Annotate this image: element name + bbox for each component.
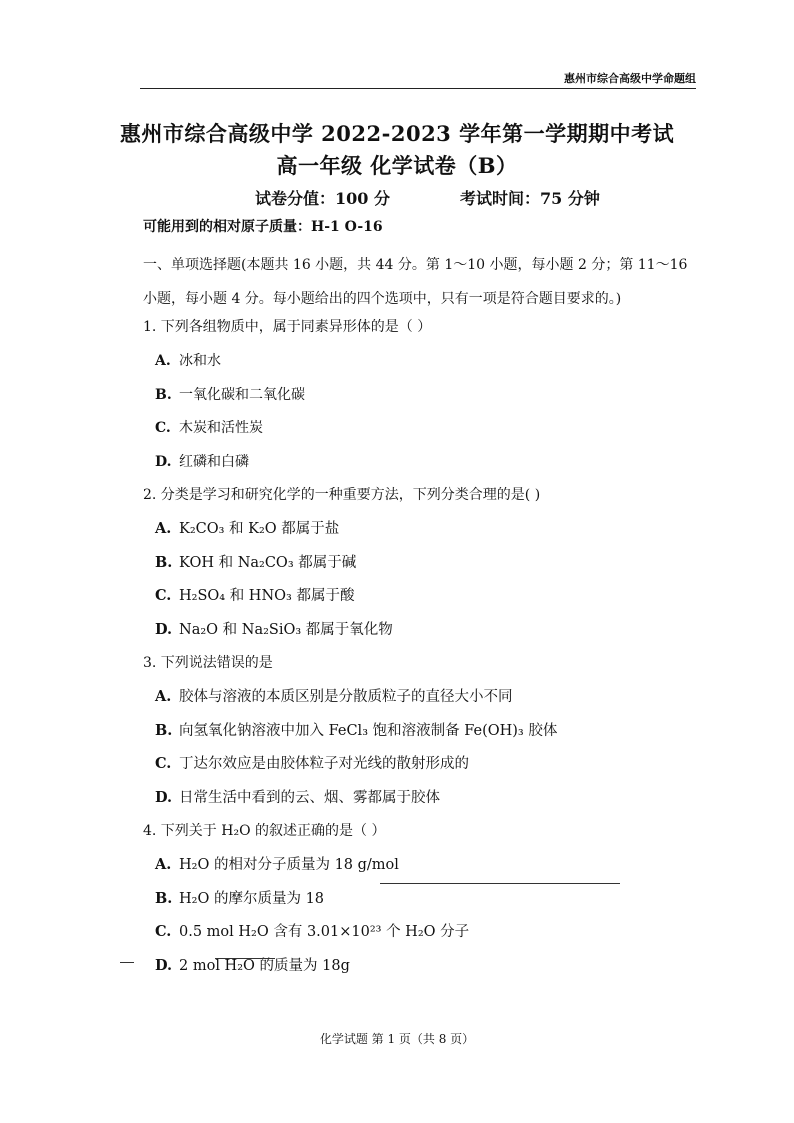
- option-text: 一氧化碳和二氧化碳: [179, 386, 305, 403]
- question-stem: 4. 下列关于 H₂O 的叙述正确的是（ ）: [143, 823, 386, 839]
- scan-artifact-line: [215, 958, 275, 959]
- option-text: H₂SO₄ 和 HNO₃ 都属于酸: [179, 588, 355, 604]
- option-text: KOH 和 Na₂CO₃ 都属于碱: [179, 554, 357, 571]
- question-option: [143, 346, 703, 380]
- option-text: H₂O 的摩尔质量为 18: [179, 890, 325, 907]
- question-option: [143, 749, 703, 783]
- question-option: [143, 413, 703, 447]
- option-letter: A.: [155, 688, 172, 705]
- question-option: [143, 615, 703, 649]
- option-letter: B.: [155, 721, 173, 739]
- question-stem: 2. 分类是学习和研究化学的一种重要方法，下列分类合理的是( ): [143, 487, 541, 503]
- atomic-masses: 可能用到的相对原子质量：H-1 O-16: [143, 219, 383, 235]
- option-letter: D.: [155, 788, 173, 806]
- exam-score: 试卷分值：100 分: [255, 189, 390, 208]
- option-letter: C.: [155, 755, 172, 772]
- exam-time: 考试时间：75 分钟: [460, 189, 600, 208]
- question-stem: 3. 下列说法错误的是: [143, 655, 273, 671]
- exam-title: 惠州市综合高级中学 2022-2023 学年第一学期期中考试: [119, 121, 675, 146]
- option-letter: D.: [155, 956, 173, 974]
- option-letter: A.: [155, 856, 172, 873]
- question-2: [143, 480, 703, 648]
- header-rule: [140, 88, 696, 89]
- option-letter: B.: [155, 889, 173, 907]
- question-option: [143, 716, 703, 750]
- option-letter: A.: [155, 520, 172, 537]
- question-option: [143, 783, 703, 817]
- exam-subtitle: 高一年级 化学试卷（B）: [276, 153, 518, 178]
- question-option: [143, 884, 703, 918]
- question-3: [143, 648, 703, 816]
- option-text: 2 mol H₂O 的质量为 18g: [179, 957, 350, 974]
- option-letter: B.: [155, 553, 173, 571]
- question-option: [143, 447, 703, 481]
- question-stem: 1. 下列各组物质中，属于同素异形体的是（ ）: [143, 319, 432, 335]
- question-option: [143, 850, 703, 884]
- option-text: H₂O 的相对分子质量为 18 g/mol: [179, 857, 399, 873]
- option-text: 0.5 mol H₂O 含有 3.01×10²³ 个 H₂O 分子: [179, 924, 470, 940]
- page-footer: 化学试题 第 1 页（共 8 页）: [319, 1032, 475, 1046]
- option-text: 红磷和白磷: [179, 453, 249, 470]
- option-text: 向氢氧化钠溶液中加入 FeCl₃ 饱和溶液制备 Fe(OH)₃ 胶体: [179, 722, 558, 739]
- scan-artifact-line: [380, 883, 620, 884]
- option-letter: D.: [155, 453, 172, 470]
- option-letter: C.: [155, 923, 172, 940]
- option-text: 冰和水: [179, 353, 221, 369]
- option-text: 日常生活中看到的云、烟、雾都属于胶体: [179, 789, 440, 806]
- option-text: 胶体与溶液的本质区别是分散质粒子的直径大小不同: [179, 689, 513, 705]
- scan-artifact-line: [120, 962, 134, 963]
- option-text: 丁达尔效应是由胶体粒子对光线的散射形成的: [179, 756, 469, 772]
- option-letter: B.: [155, 386, 172, 403]
- question-option: [143, 548, 703, 582]
- question-option: [143, 380, 703, 414]
- question-option: [143, 581, 703, 615]
- option-text: Na₂O 和 Na₂SiO₃ 都属于氧化物: [179, 621, 393, 638]
- question-option: [143, 682, 703, 716]
- question-1: [143, 312, 703, 480]
- header-label: 惠州市综合高级中学命题组: [564, 72, 696, 85]
- option-letter: C.: [155, 420, 171, 436]
- option-letter: D.: [155, 620, 173, 638]
- question-option: [143, 514, 703, 548]
- section-instructions: 一、单项选择题(本题共 16 小题，共 44 分。第 1～10 小题，每小题 2 分；第 11～16 小题，每小题 4 分。每小题给出的四个选项中，只有一项是符合题目要求的。): [143, 257, 688, 307]
- question-option: [143, 951, 703, 985]
- option-letter: C.: [155, 587, 172, 604]
- option-letter: A.: [155, 353, 171, 369]
- question-option: [143, 917, 703, 951]
- option-text: K₂CO₃ 和 K₂O 都属于盐: [179, 521, 340, 537]
- option-text: 木炭和活性炭: [179, 420, 263, 436]
